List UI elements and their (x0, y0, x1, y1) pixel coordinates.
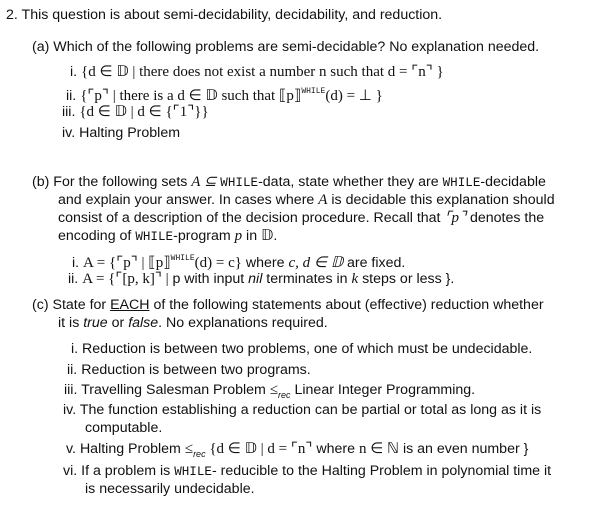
part-c-item (67, 361, 311, 379)
item-number: i. (70, 64, 78, 80)
math: p (234, 228, 243, 244)
part-c-item-continuation (85, 419, 162, 437)
text: denotes the (466, 210, 545, 226)
text: State for (52, 297, 111, 313)
reduction-symbol: ≤ (269, 382, 279, 398)
text: is an even number } (399, 441, 529, 457)
math: n ∈ ℕ (358, 441, 400, 457)
part-a-label: (a) (32, 39, 50, 55)
item-text: - reducible to the Halting Problem in polynomial time it (211, 463, 552, 479)
part-a-item (62, 103, 209, 121)
math: c, d ∈ 𝔻 (288, 255, 344, 271)
reduction-symbol: ≤ (184, 441, 194, 457)
math: ⌜p⌝ (444, 210, 466, 226)
part-a-text: Which of the following problems are semi-decidable? No explanation needed. (53, 39, 540, 55)
question-number: 2. (6, 7, 18, 23)
text: -decidable (480, 174, 546, 190)
item-text: Reduction is between two problems, one of which must be undecidable. (82, 341, 533, 357)
math: {d ∈ 𝔻 | d = ⌜n⌝ (205, 441, 313, 457)
item-number: ii. (68, 271, 79, 287)
item-number: ii. (66, 88, 77, 104)
part-b-item (72, 250, 405, 272)
code: WHILE (220, 176, 259, 190)
math: A (318, 192, 328, 208)
item-math: {⌜p⌝ | there is a d ∈ 𝔻 such that ⟦p⟧ (80, 88, 302, 104)
text: is decidable this explanation should (327, 192, 555, 208)
item-text: Halting Problem (79, 441, 185, 457)
text: in (242, 228, 262, 244)
false-word: false (128, 315, 159, 331)
item-number: i. (72, 255, 80, 271)
text: of the following statements about (effective) reduction whether (149, 297, 544, 313)
part-c-line (32, 296, 544, 314)
item-number: iv. (62, 125, 76, 141)
item-math: {d ∈ 𝔻 | d ∈ {⌜1⌝}} (79, 104, 209, 120)
text: steps or less }. (358, 271, 455, 287)
part-c-line (58, 314, 328, 332)
item-math-tail: (d) = ⊥ } (325, 88, 383, 104)
text: . No explanations required. (158, 315, 328, 331)
part-b-line (32, 173, 546, 192)
item-number: iii. (64, 382, 78, 398)
emphasis: EACH (110, 297, 150, 313)
item-number: vi. (63, 463, 78, 479)
text: p with input (172, 271, 249, 287)
item-math: {d ∈ 𝔻 | there does not exist a number n such that d = ⌜n⌝ } (81, 64, 444, 80)
text: -program (173, 228, 235, 244)
text: where (312, 441, 359, 457)
part-b-line (58, 227, 277, 246)
part-a-item (70, 63, 444, 81)
part-a-item (66, 83, 383, 105)
question-intro: This question is about semi-decidability, decidability, and reduction. (21, 7, 443, 23)
item-text: Reduction is between two programs. (81, 362, 311, 378)
item-text: computable. (85, 420, 163, 436)
while-superscript: WHILE (170, 254, 195, 263)
code: WHILE (442, 176, 481, 190)
math: A = {⌜[p, k]⌝ | (82, 271, 173, 287)
while-superscript: WHILE (301, 87, 326, 96)
text: it is (58, 315, 84, 331)
item-text: Halting Problem (79, 125, 181, 141)
item-text: If a problem is (81, 463, 175, 479)
part-c-label: (c) (32, 297, 49, 313)
part-b-line (58, 191, 555, 209)
text: For the following sets (53, 174, 192, 190)
part-b-label: (b) (32, 174, 50, 190)
text: consist of a description of the decision procedure. Recall that (58, 210, 445, 226)
part-c-item (63, 462, 551, 481)
math: k (351, 271, 359, 287)
item-number: v. (66, 441, 76, 457)
code: WHILE (135, 230, 174, 244)
part-c-item (71, 340, 532, 358)
part-a-prompt (32, 38, 539, 56)
text: and explain your answer. In cases where (58, 192, 319, 208)
part-b-line (58, 209, 544, 227)
nil-keyword: nil (248, 271, 263, 287)
rec-subscript: rec (278, 389, 291, 400)
text: terminates in (262, 271, 352, 287)
text: where (241, 255, 289, 271)
part-c-item (66, 440, 528, 463)
text: encoding of (58, 228, 136, 244)
item-text: is necessarily undecidable. (85, 481, 255, 497)
rec-subscript: rec (193, 448, 206, 459)
math: A = {⌜p⌝ | ⟦p⟧ (83, 255, 171, 271)
part-a-item (62, 124, 180, 142)
text: or (107, 315, 129, 331)
part-b-item (68, 270, 454, 288)
math: A ⊆ (191, 174, 221, 190)
item-text: The function establishing a reduction can be partial or total as long as it is (79, 402, 542, 418)
math: 𝔻 (261, 228, 274, 244)
part-c-item-continuation (85, 480, 255, 498)
item-number: iii. (62, 104, 76, 120)
true-word: true (83, 315, 108, 331)
text: . (273, 228, 278, 244)
item-text: Travelling Salesman Problem (81, 382, 270, 398)
math: (d) = c} (194, 255, 242, 271)
part-c-item (63, 401, 541, 419)
item-number: iv. (63, 402, 77, 418)
item-text: Linear Integer Programming. (290, 382, 476, 398)
code: WHILE (174, 465, 212, 479)
text: are fixed. (343, 255, 406, 271)
question-header (6, 6, 442, 24)
item-number: ii. (67, 362, 78, 378)
item-number: i. (71, 341, 79, 357)
text: -data, state whether they are (258, 174, 443, 190)
